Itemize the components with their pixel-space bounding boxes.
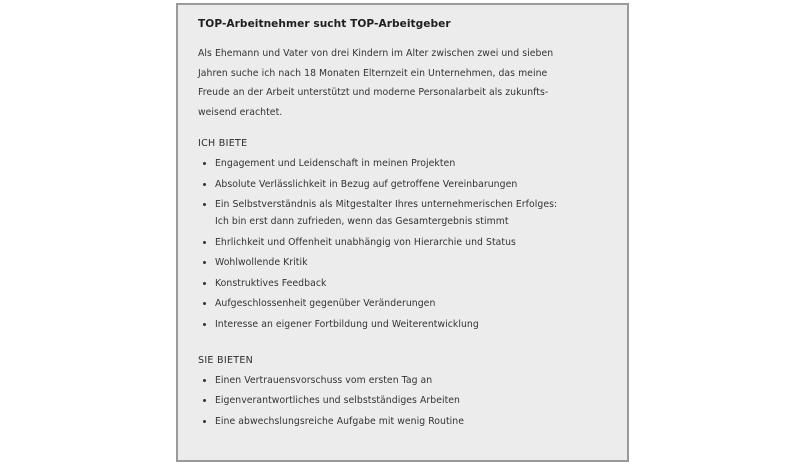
list-item-text: Ein Selbstverständnis als Mitgestalter Ihres unternehmerischen Erfolges: [215,199,558,211]
list-item-text: Eigenverantwortliches und selbstständiges Arbeiten [215,395,460,407]
offer-list [198,155,615,333]
list-item-text: Interesse an eigener Fortbildung und Weiterentwicklung [215,318,479,330]
job-ad-box [176,3,629,462]
list-item-text: Absolute Verlässlichkeit in Bezug auf getroffene Vereinbarungen [215,178,518,190]
list-item [198,155,615,172]
list-item-text: Wohlwollende Kritik [215,257,308,269]
list-item [198,372,615,389]
list-item-text: Eine abwechslungsreiche Aufgabe mit wenig Routine [215,415,465,427]
bullet-icon [203,420,206,423]
list-item [198,413,615,430]
bullet-icon [203,302,206,305]
bullet-icon [203,162,206,165]
section-ich-biete [198,136,615,333]
section-heading: ICH BIETE [198,138,248,150]
ad-intro-paragraph [198,44,615,122]
list-item-text: Ehrlichkeit und Offenheit unabhängig von Hierarchie und Status [215,236,516,248]
intro-line: weisend erachtet. [198,106,283,118]
list-item [198,295,615,312]
bullet-icon [203,203,206,206]
list-item [198,196,615,230]
bullet-icon [203,323,206,326]
list-item [198,234,615,251]
list-item [198,176,615,193]
list-item [198,392,615,409]
list-item [198,275,615,292]
list-item-text: Ich bin erst dann zufrieden, wenn das Gesamtergebnis stimmt [215,216,509,228]
expectation-list [198,372,615,430]
section-sie-bieten [198,353,615,430]
bullet-icon [203,282,206,285]
intro-line: Freude an der Arbeit unterstützt und moderne Personalarbeit als zukunfts- [198,87,549,99]
list-item-text: Aufgeschlossenheit gegenüber Veränderungen [215,298,436,310]
section-heading: SIE BIETEN [198,354,254,366]
bullet-icon [203,379,206,382]
list-item [198,316,615,333]
bullet-icon [203,399,206,402]
ad-title: TOP-Arbeitnehmer sucht TOP-Arbeitgeber [198,18,451,30]
list-item-text: Konstruktives Feedback [215,277,327,289]
list-item-text: Einen Vertrauensvorschuss vom ersten Tag an [215,374,433,386]
bullet-icon [203,241,206,244]
intro-line: Als Ehemann und Vater von drei Kindern im Alter zwischen zwei und sieben [198,48,554,59]
bullet-icon [203,261,206,264]
bullet-icon [203,183,206,186]
list-item-text: Engagement und Leidenschaft in meinen Projekten [215,158,456,170]
list-item [198,254,615,271]
intro-line: Jahren suche ich nach 18 Monaten Elternzeit ein Unternehmen, das meine [198,67,548,79]
